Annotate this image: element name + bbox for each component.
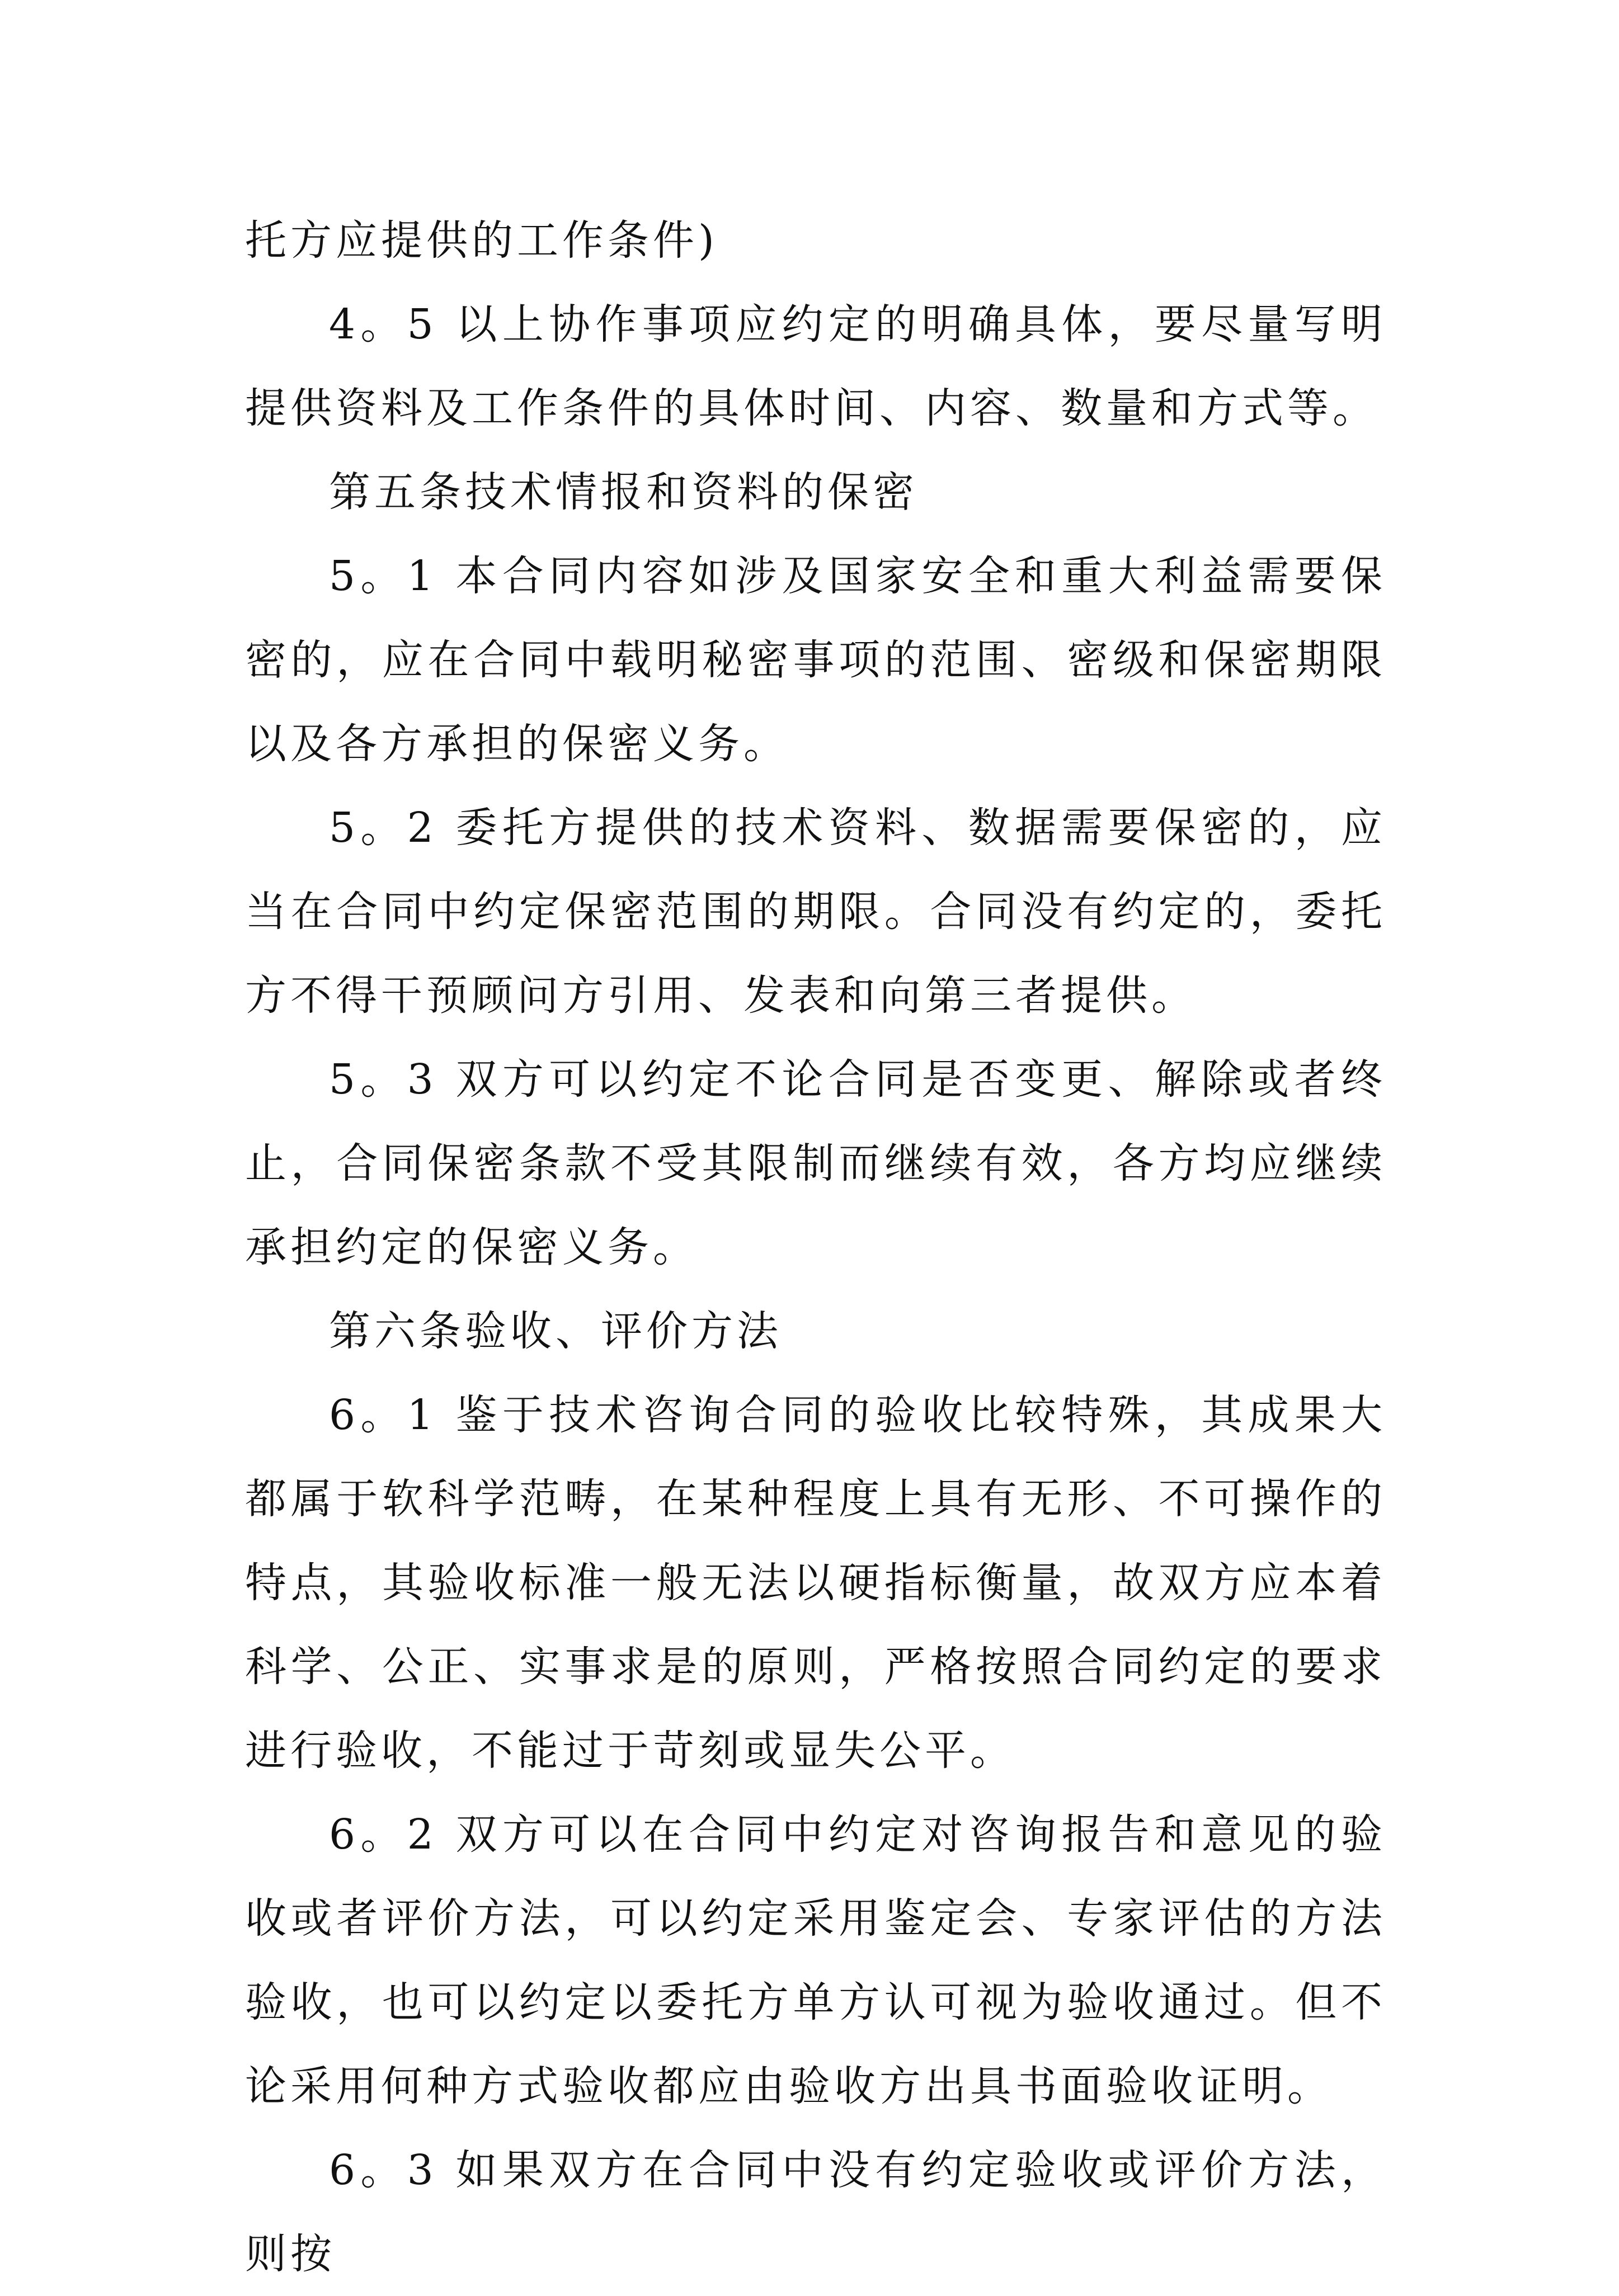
paragraph-continuation: 托方应提供的工作条件) bbox=[245, 216, 718, 265]
heading-article-6: 第六条验收、评价方法 bbox=[329, 1307, 782, 1355]
document-body bbox=[245, 199, 1386, 2296]
paragraph-6-3: 6。3 如果双方在合同中没有约定验收或评价方法，则按 bbox=[245, 2146, 1386, 2278]
paragraph-5-2: 5。2 委托方提供的技术资料、数据需要保密的，应当在合同中约定保密范围的期限。合同没有约定的，委托方不得干预顾问方引用、发表和向第三者提供。 bbox=[245, 804, 1386, 1020]
heading-article-5: 第五条技术情报和资料的保密 bbox=[329, 468, 918, 516]
paragraph-5-3: 5。3 双方可以约定不论合同是否变更、解除或者终止，合同保密条款不受其限制而继续有效，各方均应继续承担约定的保密义务。 bbox=[245, 1055, 1386, 1271]
paragraph-6-1: 6。1 鉴于技术咨询合同的验收比较特殊，其成果大都属于软科学范畴，在某种程度上具有无形、不可操作的特点，其验收标准一般无法以硬指标衡量，故双方应本着科学、公正、实事求是的原则，严格按照合同约定的要求进行验收，不能过于苛刻或显失公平。 bbox=[245, 1391, 1386, 1775]
paragraph-6-2: 6。2 双方可以在合同中约定对咨询报告和意见的验收或者评价方法，可以约定采用鉴定会、专家评估的方法验收，也可以约定以委托方单方认可视为验收通过。但不论采用何种方式验收都应由验收方出具书面验收证明。 bbox=[245, 1811, 1386, 2110]
paragraph-4-5: 4。5 以上协作事项应约定的明确具体，要尽量写明提供资料及工作条件的具体时间、内容、数量和方式等。 bbox=[245, 300, 1386, 432]
paragraph-5-1: 5。1 本合同内容如涉及国家安全和重大利益需要保密的，应在合同中载明秘密事项的范围、密级和保密期限以及各方承担的保密义务。 bbox=[245, 552, 1386, 768]
